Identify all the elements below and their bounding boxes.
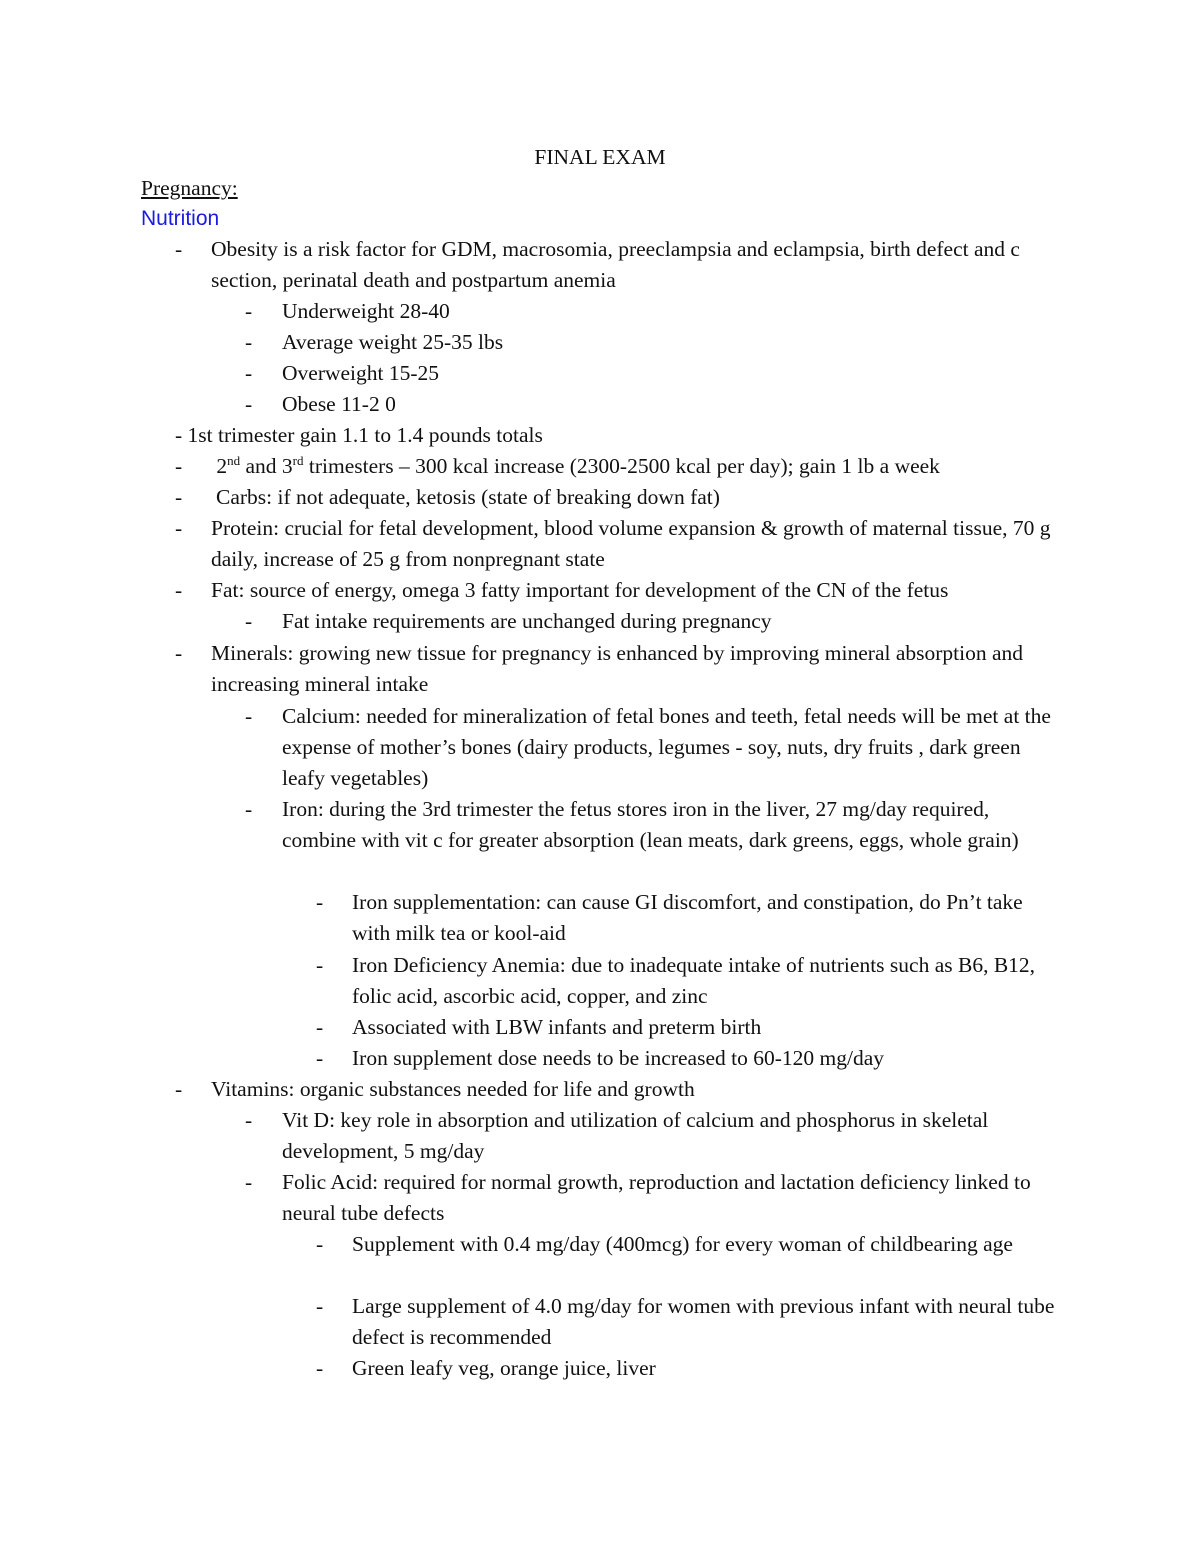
list-item [316, 1012, 1056, 1043]
bullet-dash: - [245, 299, 253, 323]
bullet-dash: - [175, 578, 183, 602]
list-item-text: Vitamins: organic substances needed for life and growth [211, 1077, 695, 1101]
list-item-text: Minerals: growing new tissue for pregnancy is enhanced by improving mineral absorption and increasing mineral intake [211, 641, 1024, 697]
list-item-text: Iron Deficiency Anemia: due to inadequate intake of nutrients such as B6, B12, folic acid, ascorbic acid, copper, and zinc [352, 953, 1036, 1009]
bullet-dash: - [245, 330, 253, 354]
bullet-dash: - [245, 704, 253, 728]
bullet-dash: - [316, 890, 324, 914]
list-item [245, 701, 1065, 794]
bullet-dash: - [175, 641, 183, 665]
list-item-text: Supplement with 0.4 mg/day (400mcg) for every woman of childbearing age [352, 1232, 1013, 1256]
list-item-text: Obesity is a risk factor for GDM, macrosomia, preeclampsia and eclampsia, birth defect and c section, perinatal death and postpartum anemia [211, 237, 1020, 293]
list-item-text: Obese 11-2 0 [282, 392, 396, 416]
trimester-and: and 3 [240, 454, 293, 478]
list-item-text: Calcium: needed for mineralization of fetal bones and teeth, fetal needs will be met at the expense of mother’s bones (dairy products, legumes - soy, nuts, dry fruits , dark green leafy vegetables) [282, 704, 1051, 791]
list-item-text: Overweight 15-25 [282, 361, 440, 385]
bullet-dash: - [245, 392, 253, 416]
subsection-heading: Nutrition [141, 207, 220, 230]
list-item-text: Large supplement of 4.0 mg/day for women with previous infant with neural tube defect is recommended [352, 1294, 1055, 1350]
list-item [175, 638, 1055, 700]
list-item [245, 606, 1065, 637]
page-title: FINAL EXAM [534, 145, 666, 169]
bullet-dash: - [175, 516, 183, 540]
list-item-text: Underweight 28-40 [282, 299, 450, 323]
bullet-dash: - [245, 361, 253, 385]
list-item-text: Carbs: if not adequate, ketosis (state of breaking down fat) [216, 485, 720, 509]
list-item [316, 1229, 1056, 1260]
list-item-text: Associated with LBW infants and preterm birth [352, 1015, 762, 1039]
bullet-dash: - [245, 797, 253, 821]
list-item [245, 1105, 1065, 1167]
list-item [175, 575, 1055, 606]
bullet-dash: - [316, 1046, 324, 1070]
list-item [316, 1353, 1056, 1384]
section-heading: Pregnancy: [141, 176, 238, 200]
list-item [316, 1043, 1056, 1074]
list-item-text: Fat intake requirements are unchanged during pregnancy [282, 609, 772, 633]
bullet-dash: - [316, 1232, 324, 1256]
bullet-dash: - [316, 1356, 324, 1380]
list-item [245, 1167, 1065, 1229]
bullet-dash: - [175, 485, 183, 509]
trimester-text: trimesters – 300 kcal increase (2300-2500 kcal per day); gain 1 lb a week [303, 454, 940, 478]
list-item [175, 1074, 1055, 1105]
list-item [245, 358, 1065, 389]
list-item [316, 950, 1056, 1012]
list-item [245, 327, 1065, 358]
list-item-text: Fat: source of energy, omega 3 fatty important for development of the CN of the fetus [211, 578, 949, 602]
trimester-number: 2 [216, 454, 228, 478]
list-item [245, 389, 1065, 420]
bullet-dash: - [245, 1108, 253, 1132]
bullet-dash: - [316, 953, 324, 977]
bullet-dash: - [316, 1015, 324, 1039]
list-item [316, 1291, 1056, 1353]
list-item-text: Green leafy veg, orange juice, liver [352, 1356, 656, 1380]
bullet-dash: - [245, 609, 253, 633]
first-trimester-line: - 1st trimester gain 1.1 to 1.4 pounds totals [175, 423, 543, 447]
list-item [175, 513, 1055, 575]
list-item [175, 234, 1055, 296]
bullet-dash: - [175, 237, 183, 261]
list-item [175, 482, 1055, 513]
bullet-dash: - [175, 454, 183, 478]
list-item-text [211, 451, 1055, 482]
list-item-text: Folic Acid: required for normal growth, reproduction and lactation deficiency linked to neural tube defects [282, 1170, 1031, 1226]
list-item [175, 451, 1055, 482]
superscript: rd [292, 452, 304, 468]
list-item [245, 794, 1065, 856]
bullet-dash: - [245, 1170, 253, 1194]
list-item-text: Vit D: key role in absorption and utilization of calcium and phosphorus in skeletal development, 5 mg/day [282, 1108, 989, 1164]
list-item-text: Iron supplementation: can cause GI discomfort, and constipation, do Pn’t take with milk tea or kool-aid [352, 890, 1023, 946]
list-item-text: Iron supplement dose needs to be increased to 60-120 mg/day [352, 1046, 884, 1070]
list-item-text: Average weight 25-35 lbs [282, 330, 504, 354]
list-item-text: Protein: crucial for fetal development, blood volume expansion & growth of maternal tissue, 70 g daily, increase of 25 g from nonpregnant state [211, 516, 1051, 572]
list-item [316, 887, 1056, 949]
bullet-dash: - [316, 1294, 324, 1318]
list-item [245, 296, 1065, 327]
bullet-dash: - [175, 1077, 183, 1101]
superscript: nd [227, 452, 241, 468]
list-item-text: Iron: during the 3rd trimester the fetus stores iron in the liver, 27 mg/day required, combine with vit c for greater absorption (lean meats, dark greens, eggs, whole grain) [282, 797, 1019, 853]
